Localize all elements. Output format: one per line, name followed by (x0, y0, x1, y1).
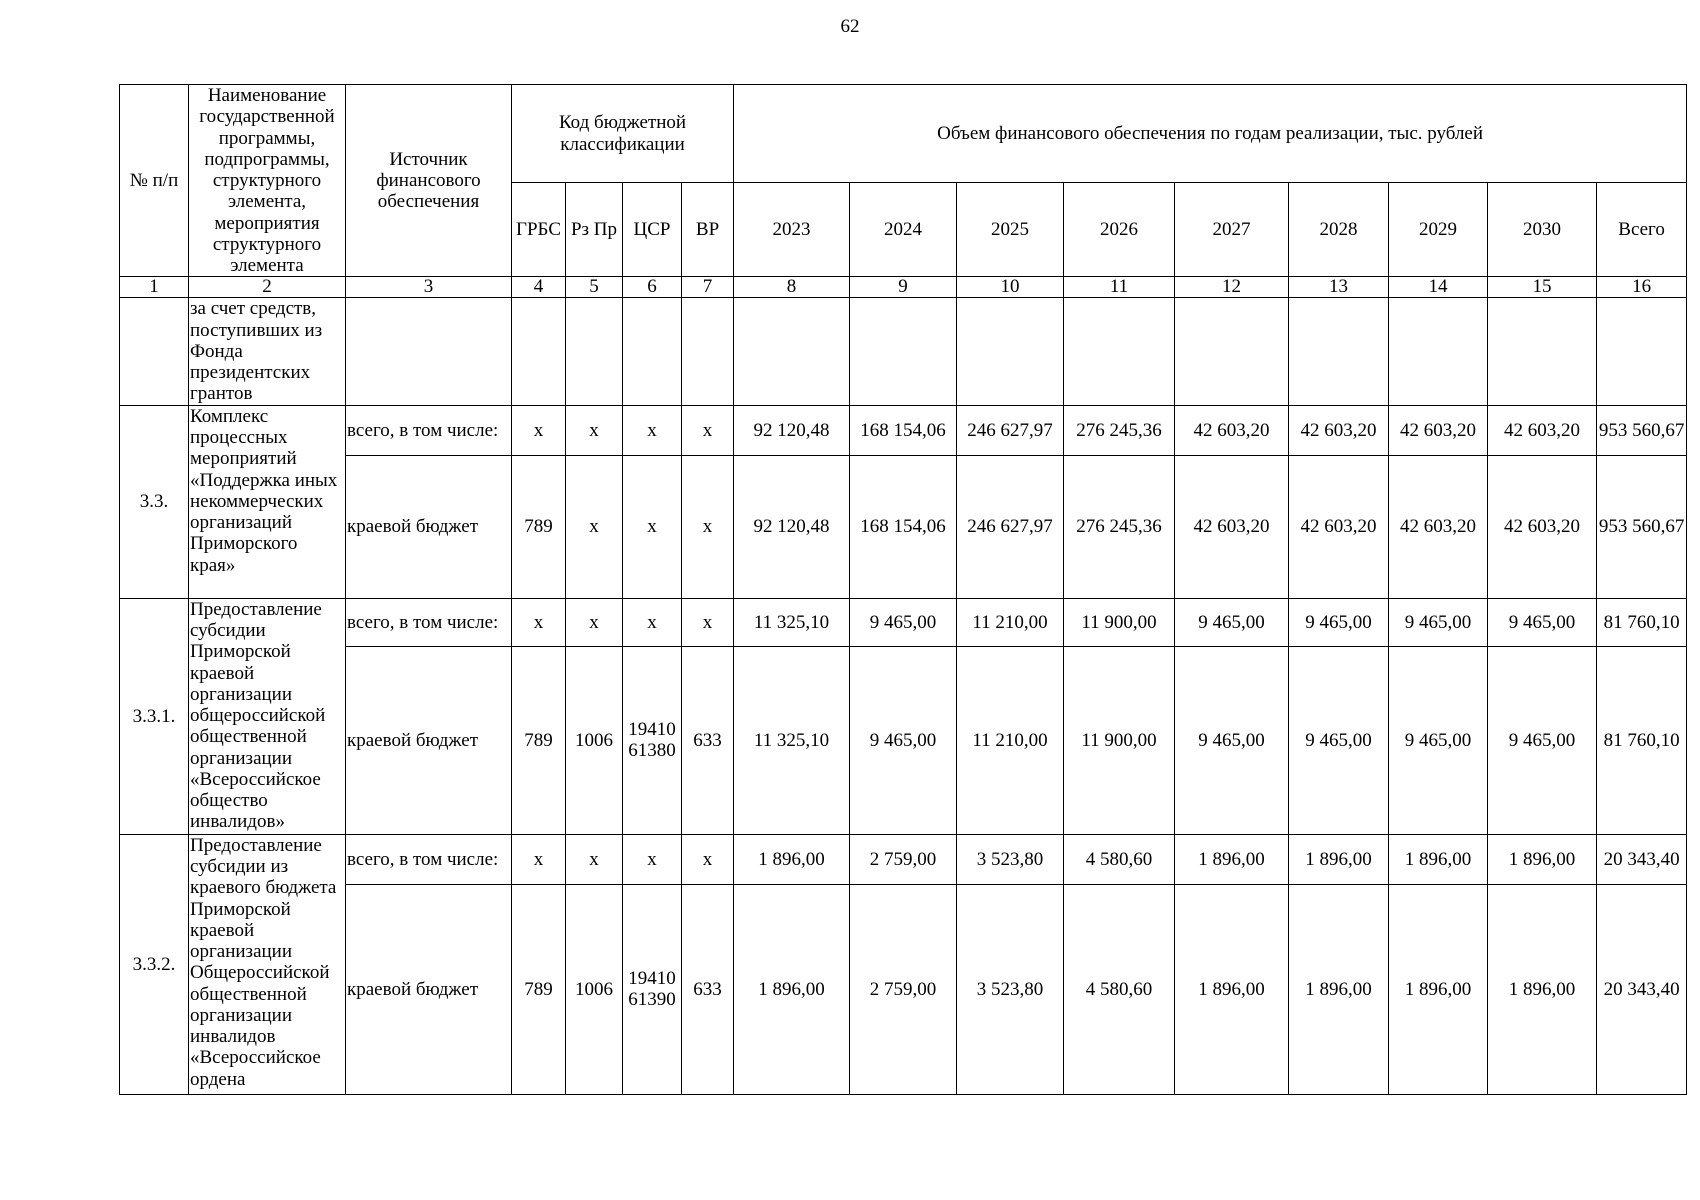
row-csr: x (623, 405, 682, 455)
column-number: 2 (189, 277, 346, 298)
row-value: 81 760,10 (1597, 646, 1687, 834)
column-number: 15 (1488, 277, 1597, 298)
row-value: 1 896,00 (1175, 834, 1289, 884)
grant-name: за счет средств, поступивших из Фонда президентских грантов (189, 298, 346, 405)
header-row-numbers (120, 277, 1687, 298)
header-code-group: Код бюджетной классификации (512, 85, 734, 183)
grant-empty-cell (566, 298, 623, 405)
page-number: 62 (840, 16, 860, 37)
row-value: 168 154,06 (850, 405, 957, 455)
row-value: 9 465,00 (1175, 646, 1289, 834)
header-year-col: 2027 (1175, 183, 1289, 277)
row-grbs: 789 (512, 455, 566, 598)
header-num: № п/п (120, 85, 189, 277)
row-value: 92 120,48 (734, 405, 850, 455)
row-source: краевой бюджет (346, 884, 512, 1094)
row-grbs: x (512, 405, 566, 455)
column-number: 8 (734, 277, 850, 298)
column-number: 16 (1597, 277, 1687, 298)
row-value: 9 465,00 (1289, 598, 1389, 646)
row-csr: 19410 61390 (623, 884, 682, 1094)
row-num: 3.3.2. (120, 834, 189, 1094)
header-year-col: 2023 (734, 183, 850, 277)
row-vr: x (682, 598, 734, 646)
row-value: 1 896,00 (1289, 884, 1389, 1094)
grant-empty-cell (1175, 298, 1289, 405)
row-value: 1 896,00 (1289, 834, 1389, 884)
row-value: 1 896,00 (1488, 884, 1597, 1094)
row-vr: 633 (682, 646, 734, 834)
row-rzpr: x (566, 455, 623, 598)
header-year-col: 2030 (1488, 183, 1597, 277)
grant-empty-cell (1597, 298, 1687, 405)
row-csr: x (623, 834, 682, 884)
row-csr: x (623, 455, 682, 598)
column-number: 11 (1064, 277, 1175, 298)
grant-empty-cell (957, 298, 1064, 405)
row-value: 9 465,00 (850, 598, 957, 646)
row-source: всего, в том числе: (346, 834, 512, 884)
row-value: 81 760,10 (1597, 598, 1687, 646)
row-num: 3.3. (120, 405, 189, 598)
row-value: 11 900,00 (1064, 646, 1175, 834)
row-name: Предоставление субсидии из краевого бюджета Приморской краевой организации Общероссийской общественной организации инвалидов «Всероссийское ордена (189, 834, 346, 1094)
row-value: 276 245,36 (1064, 405, 1175, 455)
row-rzpr: 1006 (566, 884, 623, 1094)
row-value: 9 465,00 (1389, 646, 1488, 834)
row-value: 42 603,20 (1289, 455, 1389, 598)
header-year-col: 2024 (850, 183, 957, 277)
row-num: 3.3.1. (120, 598, 189, 834)
grant-empty-cell (1064, 298, 1175, 405)
row-value: 3 523,80 (957, 834, 1064, 884)
row-value: 1 896,00 (734, 884, 850, 1094)
column-number: 6 (623, 277, 682, 298)
row-value: 1 896,00 (1175, 884, 1289, 1094)
row-value: 20 343,40 (1597, 884, 1687, 1094)
row-value: 42 603,20 (1175, 405, 1289, 455)
row-value: 2 759,00 (850, 834, 957, 884)
row-vr: x (682, 405, 734, 455)
row-value: 276 245,36 (1064, 455, 1175, 598)
column-number: 5 (566, 277, 623, 298)
row-value: 42 603,20 (1488, 455, 1597, 598)
row-value: 1 896,00 (1389, 834, 1488, 884)
header-name: Наименование государственной программы, подпрограммы, структурного элемента, мероприятия структурного элемента (189, 85, 346, 277)
row-grbs: 789 (512, 884, 566, 1094)
grant-empty-cell (512, 298, 566, 405)
header-volume-group: Объем финансового обеспечения по годам реализации, тыс. рублей (734, 85, 1687, 183)
row-value: 9 465,00 (1488, 646, 1597, 834)
table-row-total (120, 405, 1687, 455)
row-value: 42 603,20 (1389, 405, 1488, 455)
column-number: 4 (512, 277, 566, 298)
row-value: 11 210,00 (957, 646, 1064, 834)
column-number: 14 (1389, 277, 1488, 298)
row-value: 1 896,00 (734, 834, 850, 884)
row-value: 92 120,48 (734, 455, 850, 598)
row-value: 1 896,00 (1389, 884, 1488, 1094)
row-value: 953 560,67 (1597, 455, 1687, 598)
row-value: 246 627,97 (957, 455, 1064, 598)
column-number: 13 (1289, 277, 1389, 298)
row-vr: 633 (682, 884, 734, 1094)
header-code-col: Рз Пр (566, 183, 623, 277)
column-number: 7 (682, 277, 734, 298)
row-vr: x (682, 834, 734, 884)
row-rzpr: x (566, 598, 623, 646)
row-rzpr: x (566, 834, 623, 884)
row-value: 9 465,00 (850, 646, 957, 834)
header-year-col: 2026 (1064, 183, 1175, 277)
grant-empty-cell (682, 298, 734, 405)
row-value: 2 759,00 (850, 884, 957, 1094)
row-value: 953 560,67 (1597, 405, 1687, 455)
header-year-col: 2025 (957, 183, 1064, 277)
row-csr: x (623, 598, 682, 646)
header-code-col: ВР (682, 183, 734, 277)
row-value: 168 154,06 (850, 455, 957, 598)
grant-num (120, 298, 189, 405)
row-value: 4 580,60 (1064, 884, 1175, 1094)
row-grbs: 789 (512, 646, 566, 834)
header-row-main (120, 85, 1687, 183)
column-number: 10 (957, 277, 1064, 298)
row-value: 42 603,20 (1175, 455, 1289, 598)
row-grbs: x (512, 834, 566, 884)
row-value: 11 210,00 (957, 598, 1064, 646)
grant-empty-cell (1289, 298, 1389, 405)
grant-empty-cell (623, 298, 682, 405)
row-name: Предоставление субсидии Приморской краевой организации общероссийской общественной организации «Всероссийское общество инвалидов» (189, 598, 346, 834)
row-rzpr: 1006 (566, 646, 623, 834)
table-body (120, 85, 1687, 1095)
row-csr: 19410 61380 (623, 646, 682, 834)
row-rzpr: x (566, 405, 623, 455)
table-row-total (120, 598, 1687, 646)
row-value: 11 325,10 (734, 646, 850, 834)
row-value: 3 523,80 (957, 884, 1064, 1094)
header-year-col: 2028 (1289, 183, 1389, 277)
row-name: Комплекс процессных мероприятий «Поддержка иных некоммерческих организаций Приморского края» (189, 405, 346, 598)
column-number: 3 (346, 277, 512, 298)
row-source: всего, в том числе: (346, 598, 512, 646)
row-value: 9 465,00 (1175, 598, 1289, 646)
row-value: 11 325,10 (734, 598, 850, 646)
row-source: краевой бюджет (346, 646, 512, 834)
row-value: 42 603,20 (1488, 405, 1597, 455)
grant-empty-cell (734, 298, 850, 405)
grant-row (120, 298, 1687, 405)
row-value: 1 896,00 (1488, 834, 1597, 884)
header-code-col: ЦСР (623, 183, 682, 277)
table-row-regional-budget (120, 455, 1687, 598)
column-number: 9 (850, 277, 957, 298)
header-code-col: ГРБС (512, 183, 566, 277)
header-source: Источник финансового обеспечения (346, 85, 512, 277)
row-value: 9 465,00 (1389, 598, 1488, 646)
column-number: 12 (1175, 277, 1289, 298)
row-value: 9 465,00 (1289, 646, 1389, 834)
header-year-col: Всего (1597, 183, 1687, 277)
table-row-regional-budget (120, 884, 1687, 1094)
table-row-regional-budget (120, 646, 1687, 834)
row-value: 4 580,60 (1064, 834, 1175, 884)
table-row-total (120, 834, 1687, 884)
row-source: всего, в том числе: (346, 405, 512, 455)
budget-table (119, 84, 1687, 1095)
grant-empty-cell (346, 298, 512, 405)
row-grbs: x (512, 598, 566, 646)
row-value: 20 343,40 (1597, 834, 1687, 884)
row-value: 11 900,00 (1064, 598, 1175, 646)
column-number: 1 (120, 277, 189, 298)
grant-empty-cell (1389, 298, 1488, 405)
row-source: краевой бюджет (346, 455, 512, 598)
row-value: 42 603,20 (1389, 455, 1488, 598)
grant-empty-cell (850, 298, 957, 405)
grant-empty-cell (1488, 298, 1597, 405)
header-year-col: 2029 (1389, 183, 1488, 277)
row-vr: x (682, 455, 734, 598)
row-value: 42 603,20 (1289, 405, 1389, 455)
row-value: 9 465,00 (1488, 598, 1597, 646)
row-value: 246 627,97 (957, 405, 1064, 455)
